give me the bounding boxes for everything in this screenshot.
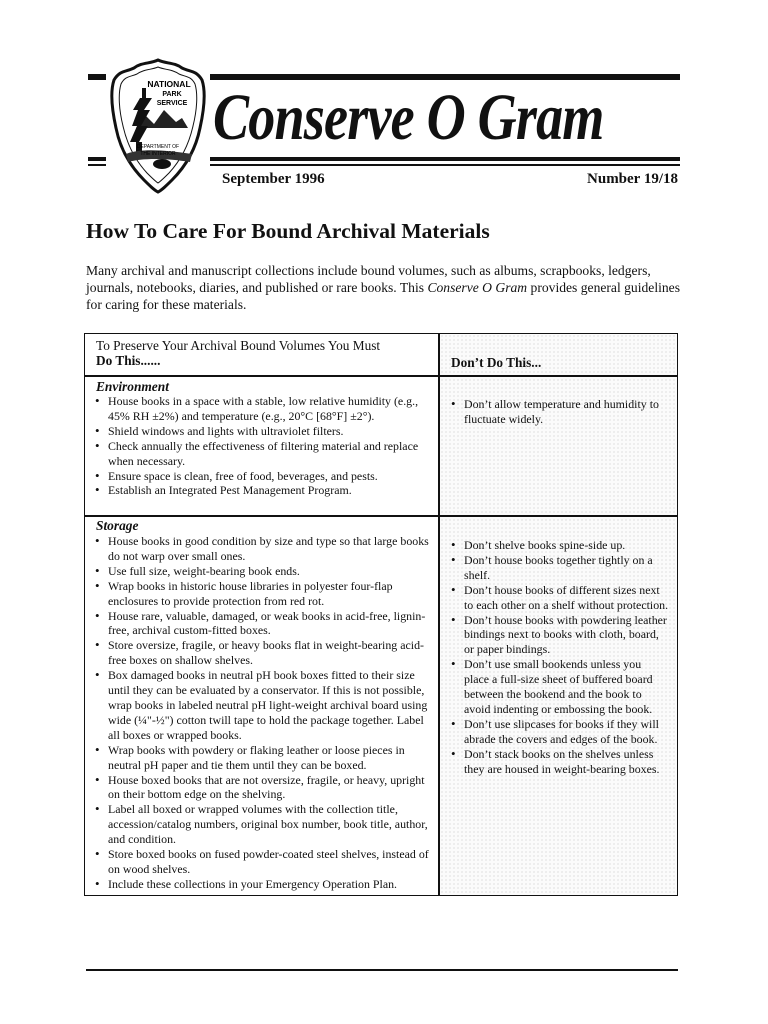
article-title: How To Care For Bound Archival Materials — [86, 219, 490, 243]
intro-text-end: provides general guidelines for caring for these materials. — [86, 280, 681, 312]
intro-paragraph — [86, 262, 682, 313]
list-item: • Don’t use slipcases for books if they will abrade the covers and edges of the book. — [449, 717, 669, 747]
logo-line-interior: THE INTERIOR — [140, 151, 176, 157]
environment-dont-list — [449, 397, 667, 427]
storage-dont-list — [449, 538, 669, 777]
logo-line-national: NATIONAL — [147, 79, 191, 89]
footer-rule — [86, 969, 678, 971]
list-item: • Box damaged books in neutral pH book boxes fitted to their size until they can be evaluated by a conservator. If this is not possible, wrap books in labeled neutral pH light-weight archival board using wide (¼"-½") cotton twill tape to hold the package together. Label all boxes or wrapped books. — [93, 668, 433, 743]
list-item: • Don’t use small bookends unless you place a full-size sheet of buffered board between the bookend and the book to avoid indenting or embossing the book. — [449, 657, 669, 717]
list-item: • Use full size, weight-bearing book ends. — [93, 564, 433, 579]
logo-line-service: SERVICE — [156, 100, 188, 107]
newsletter-title: Conserve O Gram — [213, 81, 604, 154]
issue-number: Number 19/18 — [587, 171, 678, 187]
section-divider — [85, 515, 677, 517]
section-title-environment: Environment — [96, 379, 169, 394]
environment-do-list — [93, 394, 433, 498]
list-item: • Shield windows and lights with ultraviolet filters. — [93, 424, 433, 439]
logo-line-park: PARK — [162, 91, 182, 98]
list-item: • Check annually the effectiveness of filtering material and replace when necessary. — [93, 439, 433, 469]
do-column-header — [96, 338, 426, 368]
list-item: • Don’t house books together tightly on a shelf. — [449, 553, 669, 583]
list-item: • Ensure space is clean, free of food, beverages, and pests. — [93, 469, 433, 484]
do-dont-table — [84, 333, 678, 896]
list-item: • Wrap books in historic house libraries in polyester four-flap enclosures to provide protection from red rot. — [93, 579, 433, 609]
nps-arrowhead-logo — [106, 58, 210, 194]
list-item: • House boxed books that are not oversize, fragile, or heavy, upright on their bottom edge on the shelving. — [93, 773, 433, 803]
logo-line-department: DEPARTMENT OF — [136, 144, 180, 150]
list-item: • Establish an Integrated Pest Management Program. — [93, 483, 433, 498]
section-title-storage: Storage — [96, 518, 139, 533]
dont-column-header: Don’t Do This... — [451, 355, 542, 370]
intro-text-start: Many archival and manuscript collections include bound volumes, such as albums, scrapbooks, ledgers, journals, notebooks, diaries, and published or rare books. This — [86, 263, 651, 295]
issue-date: September 1996 — [222, 171, 325, 187]
do-header-line1: To Preserve Your Archival Bound Volumes You Must — [96, 338, 381, 353]
list-item: • Store oversize, fragile, or heavy books flat in weight-bearing acid-free boxes on shallow shelves. — [93, 638, 433, 668]
do-header-line2: Do This...... — [96, 353, 161, 368]
list-item: • Store boxed books on fused powder-coated steel shelves, instead of on wood shelves. — [93, 847, 433, 877]
column-divider — [438, 334, 440, 895]
list-item: • House books in good condition by size and type so that large books do not warp over small ones. — [93, 534, 433, 564]
list-item: • Don’t house books with powdering leather bindings next to books with cloth, board, or paper bindings. — [449, 613, 669, 658]
list-item: • Don’t stack books on the shelves unless they are housed in weight-bearing boxes. — [449, 747, 669, 777]
list-item: • House books in a space with a stable, low relative humidity (e.g., 45% RH ±2%) and temperature (e.g., 20°C [68°F] ±2°). — [93, 394, 433, 424]
list-item: • Include these collections in your Emergency Operation Plan. — [93, 877, 433, 892]
list-item: • Don’t shelve books spine-side up. — [449, 538, 669, 553]
intro-italic-title: Conserve O Gram — [427, 280, 528, 295]
list-item: • House rare, valuable, damaged, or weak books in acid-free, lignin-free, archival custom-fitted boxes. — [93, 609, 433, 639]
list-item: • Don’t allow temperature and humidity to fluctuate widely. — [449, 397, 667, 427]
list-item: • Don’t house books of different sizes next to each other on a shelf without protection. — [449, 583, 669, 613]
storage-do-list — [93, 534, 433, 892]
list-item: • Label all boxed or wrapped volumes with the collection title, accession/catalog numbers, original box number, book title, author, and condition. — [93, 802, 433, 847]
list-item: • Wrap books with powdery or flaking leather or loose pieces in neutral pH paper and tie them until they can be boxed. — [93, 743, 433, 773]
header-divider — [85, 375, 677, 377]
